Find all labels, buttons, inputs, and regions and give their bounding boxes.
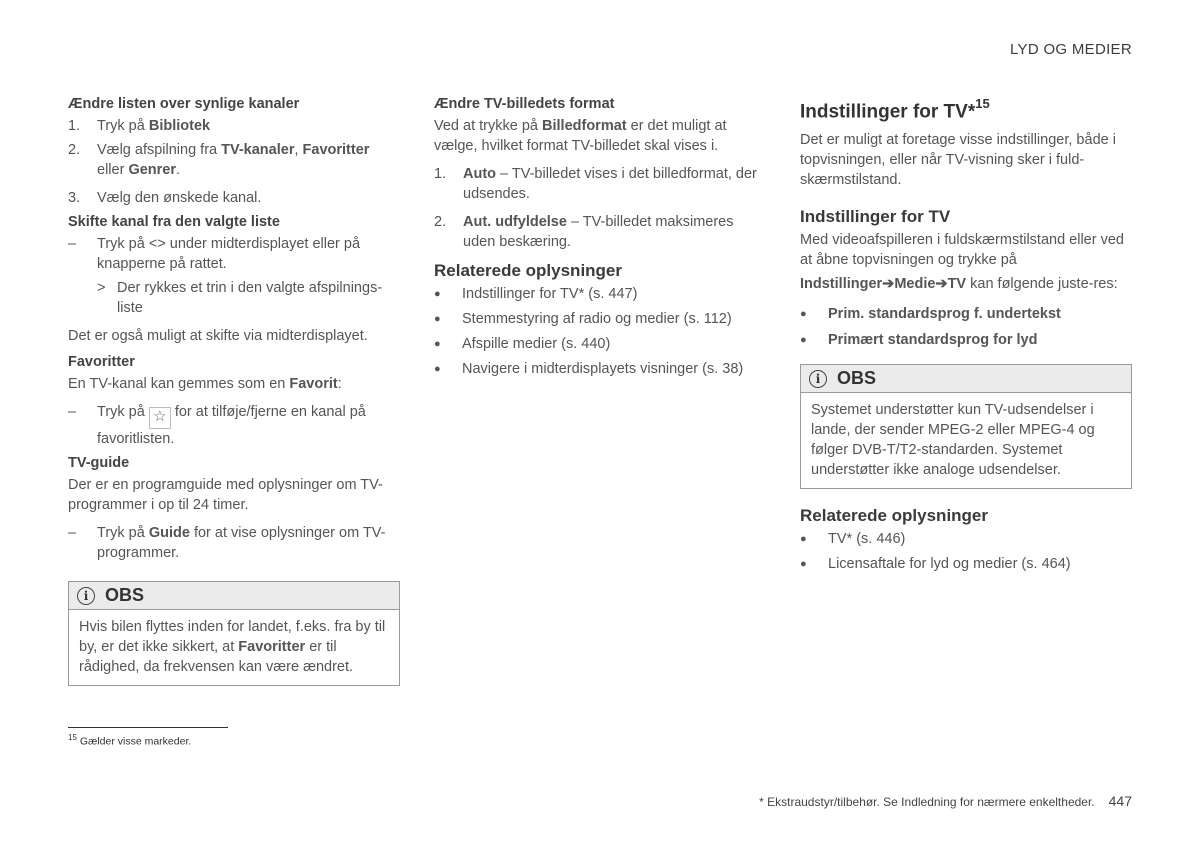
heading-picture-format: Ændre TV-billedets format: [434, 96, 615, 112]
obs-body: Hvis bilen flyttes inden for landet, f.eks. fra by til by, er det ikke sikkert, at Favoritter er til rådighed, da frekvensen kan være ændret.: [79, 619, 386, 675]
related-link[interactable]: ● TV* (s. 446): [800, 531, 906, 548]
step-3: 3. Vælg den ønskede kanal.: [68, 190, 262, 206]
footer-note: * Ekstraudstyr/tilbehør. Se Indledning for nærmere enkeltheder.: [759, 795, 1095, 809]
info-icon: i: [809, 370, 827, 388]
tv-guide-item: – Tryk på Guide for at vise oplysninger om TV-programmer.: [68, 525, 386, 561]
switch-channel-result: > Der rykkes et trin i den valgte afspilnings-liste: [97, 280, 383, 316]
switch-channel-item: – Tryk på <> under midterdisplayet eller på knapperne på rattet.: [68, 236, 361, 272]
page-footer: [759, 793, 1132, 809]
option-subtitle-language: ● Prim. standardsprog f. undertekst: [800, 306, 1061, 323]
format-option-auto: 1. Auto – TV-billedet vises i det billedformat, der udsendes.: [434, 166, 757, 202]
step-2: 2. Vælg afspilning fra TV-kanaler, Favoritter eller Genrer.: [68, 142, 370, 178]
star-icon: ☆: [149, 407, 171, 429]
related-link[interactable]: ● Navigere i midterdisplayets visninger (s. 38): [434, 361, 744, 377]
page-title: Indstillinger for TV*$^{15}$: [800, 96, 990, 123]
footnote: $^{15}$ Gælder visse markeder.: [68, 733, 192, 748]
tv-guide-text: Der er en programguide med oplysninger om TV-programmer i op til 24 timer.: [68, 477, 383, 513]
column-right: [800, 94, 1132, 579]
page-number: 447: [1108, 793, 1132, 809]
favorites-item: – Tryk på ☆ for at tilføje/fjerne en kanal på favoritlisten.: [68, 404, 366, 447]
related-link[interactable]: ● Afspille medier (s. 440): [434, 336, 611, 352]
favorites-text: En TV-kanal kan gemmes som en Favorit:: [68, 376, 342, 392]
obs-header: i OBS: [69, 582, 399, 610]
obs-header: i OBS: [801, 365, 1131, 393]
related-link[interactable]: ● Indstillinger for TV* (s. 447): [434, 286, 638, 302]
picture-format-intro: Ved at trykke på Billedformat er det muligt at vælge, hvilket format TV-billedet skal vises i.: [434, 118, 727, 154]
related-link[interactable]: ● Stemmestyring af radio og medier (s. 112): [434, 311, 732, 327]
switch-channel-note: Det er også muligt at skifte via midterdisplayet.: [68, 328, 368, 344]
obs-box-right: [800, 364, 1132, 489]
section-title: LYD OG MEDIER: [1010, 41, 1132, 58]
column-middle: [434, 94, 764, 384]
arrow-icon: ➔: [935, 276, 948, 293]
heading-change-visible-channels: Ændre listen over synlige kanaler: [68, 96, 300, 112]
option-audio-language: ● Primært standardsprog for lyd: [800, 332, 1038, 349]
step-1: 1. Tryk på Bibliotek: [68, 118, 211, 134]
settings-path: Indstillinger➔Medie➔TV kan følgende juste-res:: [800, 276, 1118, 293]
arrow-icon: ➔: [882, 276, 895, 293]
obs-body: Systemet understøtter kun TV-udsendelser i lande, der sender MPEG-2 eller MPEG-4 og følger DVB-T/T2-standarden. Systemet understøtter ikke analoge udsendelser.: [811, 402, 1095, 479]
info-icon: i: [77, 587, 95, 605]
heading-switch-channel: Skifte kanal fra den valgte liste: [68, 214, 280, 230]
heading-tv-guide: TV-guide: [68, 455, 130, 471]
obs-box-left: [68, 581, 400, 686]
related-link[interactable]: ● Licensaftale for lyd og medier (s. 464): [800, 556, 1071, 573]
footnote-rule: [68, 727, 228, 728]
format-option-fill: 2. Aut. udfyldelse – TV-billedet maksimeres uden beskæring.: [434, 214, 734, 250]
heading-favorites: Favoritter: [68, 354, 135, 370]
settings-text: Med videoafspilleren i fuldskærmstilstand eller ved at åbne topvisningen og trykke på: [800, 232, 1124, 269]
related-heading: Relaterede oplysninger: [434, 261, 623, 280]
intro-text: Det er muligt at foretage visse indstillinger, både i topvisningen, eller når TV-visning sker i fuld-skærmstilstand.: [800, 132, 1116, 189]
related-heading: Relaterede oplysninger: [800, 506, 989, 526]
column-left: [68, 94, 400, 686]
subheading-tv-settings: Indstillinger for TV: [800, 207, 951, 227]
